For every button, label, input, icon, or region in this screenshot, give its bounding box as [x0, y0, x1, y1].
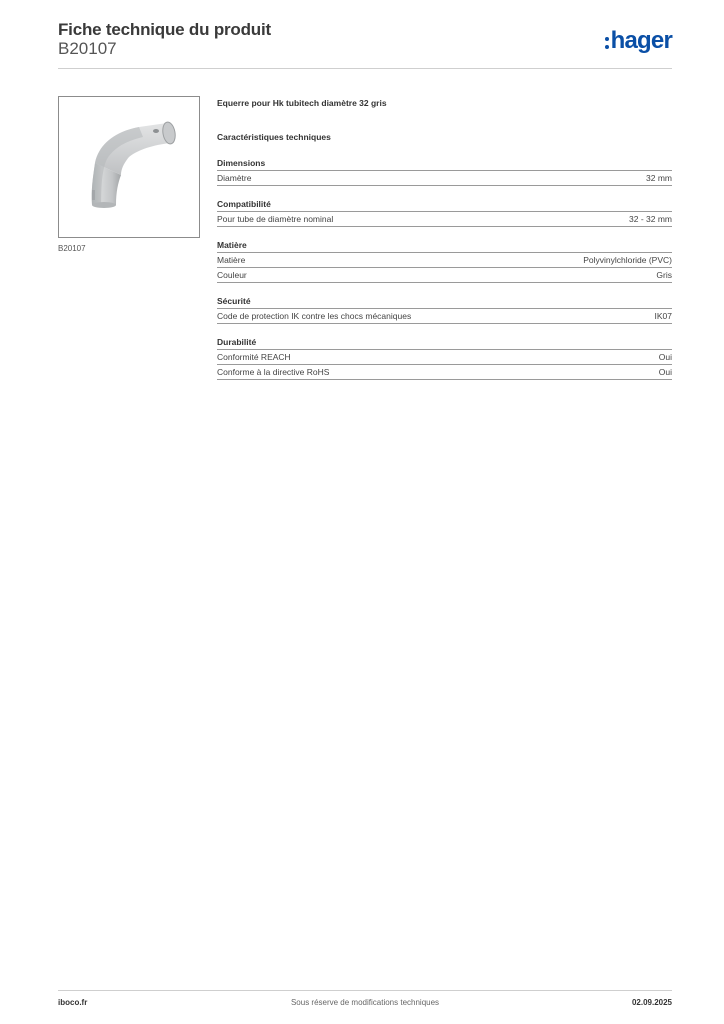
- spec-row: [217, 253, 672, 268]
- product-details: [217, 97, 672, 392]
- spec-label: Matière: [217, 255, 246, 265]
- logo-text: hager: [610, 27, 672, 54]
- spec-value: Gris: [656, 270, 672, 280]
- elbow-fitting-illustration: [59, 97, 199, 237]
- group-material: [217, 239, 672, 283]
- group-title: Dimensions: [217, 157, 672, 171]
- group-title: Durabilité: [217, 336, 672, 350]
- page-footer: [58, 998, 672, 1010]
- footer-divider: [58, 990, 672, 991]
- page-title: Fiche technique du produit: [58, 20, 271, 39]
- spec-value: Polyvinylchloride (PVC): [583, 255, 672, 265]
- group-safety: [217, 295, 672, 324]
- characteristics-heading: Caractéristiques techniques: [217, 132, 331, 142]
- spec-label: Pour tube de diamètre nominal: [217, 214, 334, 224]
- page-header: [58, 20, 672, 70]
- spec-label: Diamètre: [217, 173, 252, 183]
- spec-row: [217, 365, 672, 380]
- group-durability: [217, 336, 672, 380]
- group-title: Matière: [217, 239, 672, 253]
- product-reference: B20107: [58, 39, 117, 58]
- logo-colon-icon: [605, 37, 609, 49]
- footer-disclaimer: Sous réserve de modifications techniques: [290, 998, 440, 1007]
- spec-row: [217, 171, 672, 186]
- footer-date: 02.09.2025: [631, 998, 672, 1007]
- brand-logo: [605, 27, 672, 55]
- group-title: Sécurité: [217, 295, 672, 309]
- spec-label: Conformité REACH: [217, 352, 291, 362]
- spec-row: [217, 350, 672, 365]
- product-name: Equerre pour Hk tubitech diamètre 32 gris: [217, 98, 387, 108]
- spec-label: Couleur: [217, 270, 247, 280]
- spec-label: Code de protection IK contre les chocs mécaniques: [217, 311, 412, 321]
- spec-value: 32 - 32 mm: [629, 214, 672, 224]
- spec-value: Oui: [658, 352, 672, 362]
- group-compatibility: [217, 198, 672, 227]
- header-divider: [58, 68, 672, 69]
- spec-row: [217, 268, 672, 283]
- group-title: Compatibilité: [217, 198, 672, 212]
- image-caption: B20107: [58, 244, 86, 253]
- spec-value: Oui: [658, 367, 672, 377]
- spec-label: Conforme à la directive RoHS: [217, 367, 330, 377]
- product-image: [58, 96, 200, 238]
- spec-value: IK07: [654, 311, 672, 321]
- spec-value: 32 mm: [646, 173, 672, 183]
- spec-row: [217, 212, 672, 227]
- spec-row: [217, 309, 672, 324]
- group-dimensions: [217, 157, 672, 186]
- footer-website: iboco.fr: [58, 998, 88, 1007]
